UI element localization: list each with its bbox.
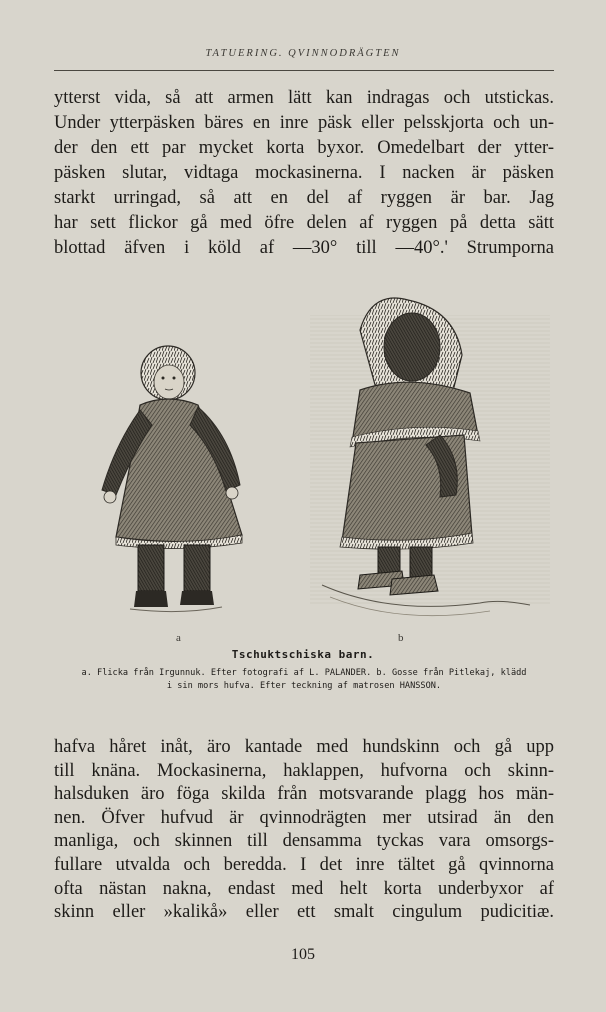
figure-a-girl — [102, 346, 242, 612]
text-line: Under ytterpäsken bäres en inre päsk eller pelsskjorta och un- — [54, 113, 554, 133]
figure-caption-note: a. Flicka från Irgunnuk. Efter fotografi af L. PALANDER. b. Gosse från Pitlekaj, klädd — [81, 668, 527, 678]
text-line: fullare utvalda och beredda. I det inre tältet gå qvinnorna — [54, 854, 554, 875]
text-line: manliga, och skinnen till densamma tyckas vara omsorgs- — [54, 831, 554, 852]
figure-b-boy — [310, 298, 550, 616]
running-head: TATUERING. QVINNODRÄGTEN — [205, 48, 401, 59]
text-line: halsduken äro föga skilda från motsvarande plagg hos män- — [54, 784, 554, 805]
figure-caption-note: i sin mors hufva. Efter teckning af matrosen HANSSON. — [166, 681, 442, 691]
text-line: nen. Öfver hufvud är qvinnodrägten mer utsirad än den — [54, 807, 554, 828]
text-line: till knäna. Mockasinerna, haklappen, hufvorna och skinn- — [54, 760, 554, 781]
text-line: ofta nästan nakna, endast med helt korta underbyxor af — [54, 878, 554, 899]
paragraph-bottom — [54, 736, 554, 925]
text-line: ytterst vida, så att armen lätt kan indragas och utstickas. — [54, 88, 554, 108]
header-rule — [54, 70, 554, 71]
text-line: skinn eller »kalikå» eller ett smalt cingulum pudicitiæ. — [54, 902, 554, 923]
text-line: starkt urringad, så att en del af ryggen är bar. Jag — [54, 188, 554, 208]
figure-caption-title: Tschuktschiska barn. — [231, 648, 375, 661]
figure-label-a: a — [176, 632, 181, 644]
engraving-illustration — [60, 285, 550, 640]
text-line: der den ett par mycket korta byxor. Omedelbart der ytter- — [54, 138, 554, 158]
page-number: 105 — [291, 946, 315, 963]
text-line: har sett flickor gå med öfre delen af ryggen på detta sätt — [54, 213, 554, 233]
text-line: hafva håret inåt, äro kantade med hundskinn och gå upp — [54, 737, 554, 757]
figure-label-b: b — [398, 632, 404, 644]
text-line: blottad äfven i köld af —30° till —40°.' Strumporna — [54, 238, 554, 258]
paragraph-top — [54, 86, 554, 261]
text-line: päsken slutar, vidtaga mockasinerna. I nacken är päsken — [54, 163, 554, 183]
